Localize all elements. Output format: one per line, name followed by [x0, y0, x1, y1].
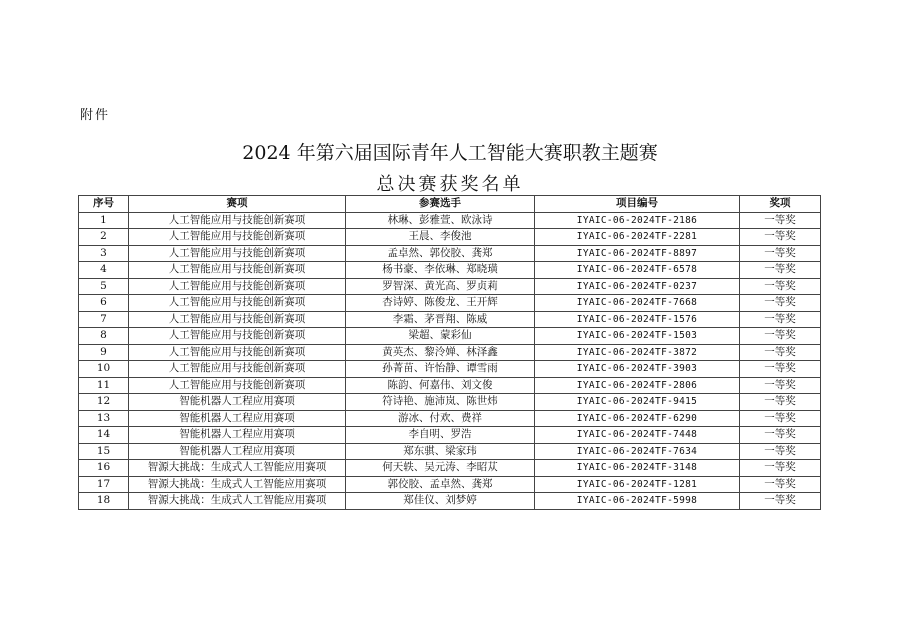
cell-index: 8	[79, 328, 129, 345]
cell-project-id: IYAIC-06-2024TF-3872	[535, 344, 740, 361]
table-row	[79, 229, 821, 246]
table-row	[79, 361, 821, 378]
cell-participants: 孙菁苗、许怡静、谭雪雨	[346, 361, 535, 378]
cell-project-id: IYAIC-06-2024TF-2186	[535, 212, 740, 229]
cell-index: 17	[79, 476, 129, 493]
table-row	[79, 476, 821, 493]
cell-index: 6	[79, 295, 129, 312]
cell-award: 一等奖	[740, 460, 821, 477]
header-participants: 参赛选手	[346, 196, 535, 213]
cell-index: 10	[79, 361, 129, 378]
cell-event: 智能机器人工程应用赛项	[129, 427, 346, 444]
cell-index: 7	[79, 311, 129, 328]
table-row	[79, 245, 821, 262]
cell-participants: 黄英杰、黎泠婵、林泽鑫	[346, 344, 535, 361]
cell-project-id: IYAIC-06-2024TF-6290	[535, 410, 740, 427]
cell-award: 一等奖	[740, 377, 821, 394]
cell-index: 16	[79, 460, 129, 477]
cell-award: 一等奖	[740, 328, 821, 345]
cell-award: 一等奖	[740, 212, 821, 229]
cell-award: 一等奖	[740, 311, 821, 328]
cell-event: 人工智能应用与技能创新赛项	[129, 311, 346, 328]
cell-index: 11	[79, 377, 129, 394]
table-row	[79, 427, 821, 444]
cell-index: 5	[79, 278, 129, 295]
cell-event: 人工智能应用与技能创新赛项	[129, 278, 346, 295]
cell-index: 15	[79, 443, 129, 460]
cell-award: 一等奖	[740, 493, 821, 510]
cell-participants: 郭佼胶、孟卓然、龚郑	[346, 476, 535, 493]
cell-participants: 杨书豪、李依琳、郑晓璜	[346, 262, 535, 279]
cell-award: 一等奖	[740, 394, 821, 411]
table-row	[79, 410, 821, 427]
cell-project-id: IYAIC-06-2024TF-8897	[535, 245, 740, 262]
cell-index: 4	[79, 262, 129, 279]
cell-project-id: IYAIC-06-2024TF-9415	[535, 394, 740, 411]
cell-event: 人工智能应用与技能创新赛项	[129, 377, 346, 394]
cell-participants: 游冰、付欢、费祥	[346, 410, 535, 427]
header-index: 序号	[79, 196, 129, 213]
cell-event: 人工智能应用与技能创新赛项	[129, 361, 346, 378]
cell-index: 9	[79, 344, 129, 361]
cell-award: 一等奖	[740, 262, 821, 279]
cell-participants: 郑佳仪、刘梦婷	[346, 493, 535, 510]
award-table	[78, 195, 821, 510]
cell-project-id: IYAIC-06-2024TF-7634	[535, 443, 740, 460]
cell-participants: 陈韵、何嘉伟、刘文俊	[346, 377, 535, 394]
cell-event: 智源大挑战：生成式人工智能应用赛项	[129, 493, 346, 510]
cell-participants: 何天轶、吴元涛、李昭苁	[346, 460, 535, 477]
table-row	[79, 394, 821, 411]
cell-project-id: IYAIC-06-2024TF-3148	[535, 460, 740, 477]
table-row	[79, 328, 821, 345]
cell-event: 人工智能应用与技能创新赛项	[129, 229, 346, 246]
cell-event: 人工智能应用与技能创新赛项	[129, 295, 346, 312]
cell-award: 一等奖	[740, 344, 821, 361]
cell-event: 人工智能应用与技能创新赛项	[129, 212, 346, 229]
cell-event: 人工智能应用与技能创新赛项	[129, 344, 346, 361]
table-row	[79, 311, 821, 328]
cell-index: 1	[79, 212, 129, 229]
cell-award: 一等奖	[740, 245, 821, 262]
cell-project-id: IYAIC-06-2024TF-7668	[535, 295, 740, 312]
cell-project-id: IYAIC-06-2024TF-1281	[535, 476, 740, 493]
document-subtitle: 总决赛获奖名单	[376, 174, 524, 195]
table-row	[79, 460, 821, 477]
table-row	[79, 278, 821, 295]
cell-event: 智能机器人工程应用赛项	[129, 443, 346, 460]
cell-participants: 符诗艳、施沛岚、陈世炜	[346, 394, 535, 411]
cell-award: 一等奖	[740, 476, 821, 493]
cell-index: 14	[79, 427, 129, 444]
table-row	[79, 443, 821, 460]
table-row	[79, 212, 821, 229]
cell-participants: 林琳、彭雅萱、欧泳诗	[346, 212, 535, 229]
cell-award: 一等奖	[740, 427, 821, 444]
table-row	[79, 262, 821, 279]
cell-event: 智能机器人工程应用赛项	[129, 410, 346, 427]
cell-participants: 郑东骐、梁家玮	[346, 443, 535, 460]
cell-project-id: IYAIC-06-2024TF-3903	[535, 361, 740, 378]
cell-event: 智能机器人工程应用赛项	[129, 394, 346, 411]
cell-project-id: IYAIC-06-2024TF-1576	[535, 311, 740, 328]
cell-participants: 李自明、罗浩	[346, 427, 535, 444]
header-event: 赛项	[129, 196, 346, 213]
cell-index: 13	[79, 410, 129, 427]
cell-participants: 王晨、李俊池	[346, 229, 535, 246]
cell-participants: 杏诗婷、陈俊龙、王开辉	[346, 295, 535, 312]
cell-event: 人工智能应用与技能创新赛项	[129, 262, 346, 279]
cell-event: 智源大挑战：生成式人工智能应用赛项	[129, 476, 346, 493]
cell-award: 一等奖	[740, 295, 821, 312]
cell-index: 2	[79, 229, 129, 246]
cell-award: 一等奖	[740, 410, 821, 427]
cell-project-id: IYAIC-06-2024TF-0237	[535, 278, 740, 295]
cell-project-id: IYAIC-06-2024TF-6578	[535, 262, 740, 279]
cell-participants: 孟卓然、郭佼胶、龚郑	[346, 245, 535, 262]
cell-index: 18	[79, 493, 129, 510]
cell-participants: 梁超、蒙彩仙	[346, 328, 535, 345]
cell-project-id: IYAIC-06-2024TF-5998	[535, 493, 740, 510]
table-row	[79, 493, 821, 510]
cell-award: 一等奖	[740, 443, 821, 460]
table-row	[79, 377, 821, 394]
table-row	[79, 344, 821, 361]
cell-index: 12	[79, 394, 129, 411]
cell-award: 一等奖	[740, 361, 821, 378]
cell-project-id: IYAIC-06-2024TF-7448	[535, 427, 740, 444]
table-header-row	[79, 196, 821, 213]
cell-event: 人工智能应用与技能创新赛项	[129, 245, 346, 262]
cell-participants: 罗智深、黄光高、罗贞莉	[346, 278, 535, 295]
cell-project-id: IYAIC-06-2024TF-2281	[535, 229, 740, 246]
table-row	[79, 295, 821, 312]
cell-index: 3	[79, 245, 129, 262]
cell-event: 智源大挑战：生成式人工智能应用赛项	[129, 460, 346, 477]
document-title: 2024 年第六届国际青年人工智能大赛职教主题赛	[242, 142, 658, 164]
cell-participants: 李霜、茅晋翔、陈威	[346, 311, 535, 328]
cell-event: 人工智能应用与技能创新赛项	[129, 328, 346, 345]
cell-award: 一等奖	[740, 229, 821, 246]
cell-award: 一等奖	[740, 278, 821, 295]
attachment-label: 附件	[80, 108, 111, 123]
header-award: 奖项	[740, 196, 821, 213]
header-project-id: 项目编号	[535, 196, 740, 213]
cell-project-id: IYAIC-06-2024TF-1503	[535, 328, 740, 345]
cell-project-id: IYAIC-06-2024TF-2806	[535, 377, 740, 394]
